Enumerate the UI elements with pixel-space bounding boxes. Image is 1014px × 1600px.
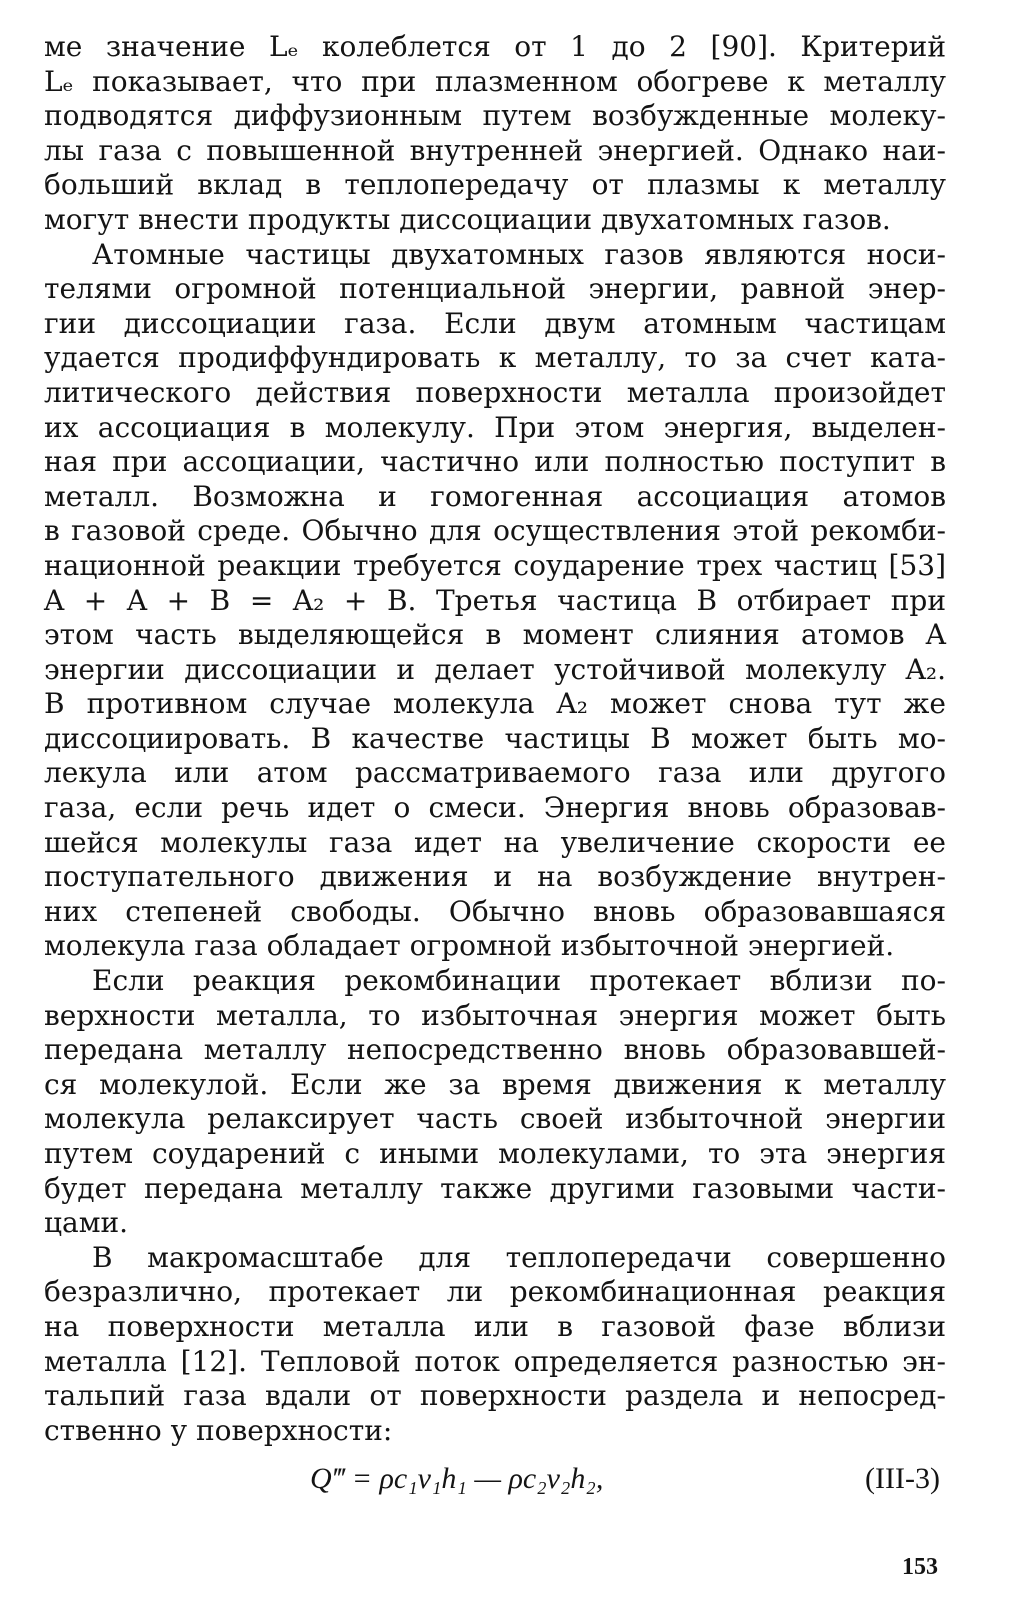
text-line: Если реакция рекомбинации протекает вблизи по- [92,964,946,998]
text-line: Атомные частицы двухатомных газов являются носи- [92,237,946,271]
text-line: на поверхности металла или в газовой фазе вблизи [44,1309,946,1343]
text-line: A + A + B = A₂ + B. Третья частица B отбирает при [44,583,946,617]
equation-number: (III-3) [865,1462,940,1495]
text-line: металла [12]. Тепловой поток определяется разностью эн- [44,1344,946,1378]
text-line: будет передана металлу также другими газовыми части- [44,1171,946,1205]
text-line: ся молекулой. Если же за время движения к металлу [44,1067,946,1101]
text-line: ме значение Lₑ колеблется от 1 до 2 [90]. Критерий [44,30,946,63]
text-line: диссоциировать. В качестве частицы B может быть мо- [44,721,946,755]
text-line: их ассоциация в молекулу. При этом энергия, выделен- [44,410,946,444]
text-line: ственно у поверхности: [44,1413,393,1447]
text-line: ная при ассоциации, частично или полностью поступит в [44,445,946,479]
text-line: этом часть выделяющейся в момент слияния атомов A [44,618,946,652]
text-body [44,30,946,1448]
text-line: телями огромной потенциальной энергии, равной энер- [44,272,946,306]
paragraph [44,238,946,964]
page-number: 153 [902,1554,938,1580]
text-line: тальпий газа вдали от поверхности раздела и непосред- [44,1379,946,1413]
text-line: лы газа с повышенной внутренней энергией. Однако наи- [44,133,946,167]
text-line: национной реакции требуется соударение трех частиц [53] [44,548,946,582]
text-line: шейся молекулы газа идет на увеличение скорости ее [44,825,946,859]
text-line: В макромасштабе для теплопередачи совершенно [92,1240,946,1274]
text-line: лекула или атом рассматриваемого газа или другого [44,756,946,790]
text-line: подводятся диффузионным путем возбужденные молеку- [44,99,946,133]
text-line: верхности металла, то избыточная энергия может быть [44,998,946,1032]
text-line: безразлично, протекает ли рекомбинационная реакция [44,1275,946,1309]
text-line: В противном случае молекула A₂ может снова тут же [44,687,946,721]
text-line: больший вклад в теплопередачу от плазмы к металлу [44,168,946,202]
text-line: гии диссоциации газа. Если двум атомным частицам [44,306,946,340]
text-line: передана металлу непосредственно вновь образовавшей- [44,1033,946,1067]
text-line: путем соударений с иными молекулами, то эта энергия [44,1137,946,1170]
text-line: молекула релаксирует часть своей избыточной энергии [44,1102,946,1136]
text-line: молекула газа обладает огромной избыточной энергией. [44,929,895,963]
text-line: удается продиффундировать к металлу, то за счет ката- [44,341,946,375]
text-line: металл. Возможна и гомогенная ассоциация атомов [44,479,946,513]
text-line: цами. [44,1206,129,1240]
paragraph [44,964,946,1241]
text-line: Lₑ показывает, что при плазменном обогреве к металлу [44,64,946,98]
text-line: могут внести продукты диссоциации двухатомных газов. [44,202,891,236]
text-line: поступательного движения и на возбуждение внутрен- [44,860,946,894]
text-line: в газовой среде. Обычно для осуществления этой рекомби- [44,514,946,548]
text-line: газа, если речь идет о смеси. Энергия вновь образовав- [44,791,946,825]
paragraph [44,30,946,238]
text-line: литического действия поверхности металла произойдет [44,375,946,409]
formula: Q‴ = ρc₁v₁h₁ — ρc₂v₂h₂, [310,1462,604,1495]
text-line: энергии диссоциации и делает устойчивой молекулу A₂. [44,652,946,686]
paragraph [44,1241,946,1449]
text-line: них степеней свободы. Обычно вновь образовавшаяся [44,894,946,928]
